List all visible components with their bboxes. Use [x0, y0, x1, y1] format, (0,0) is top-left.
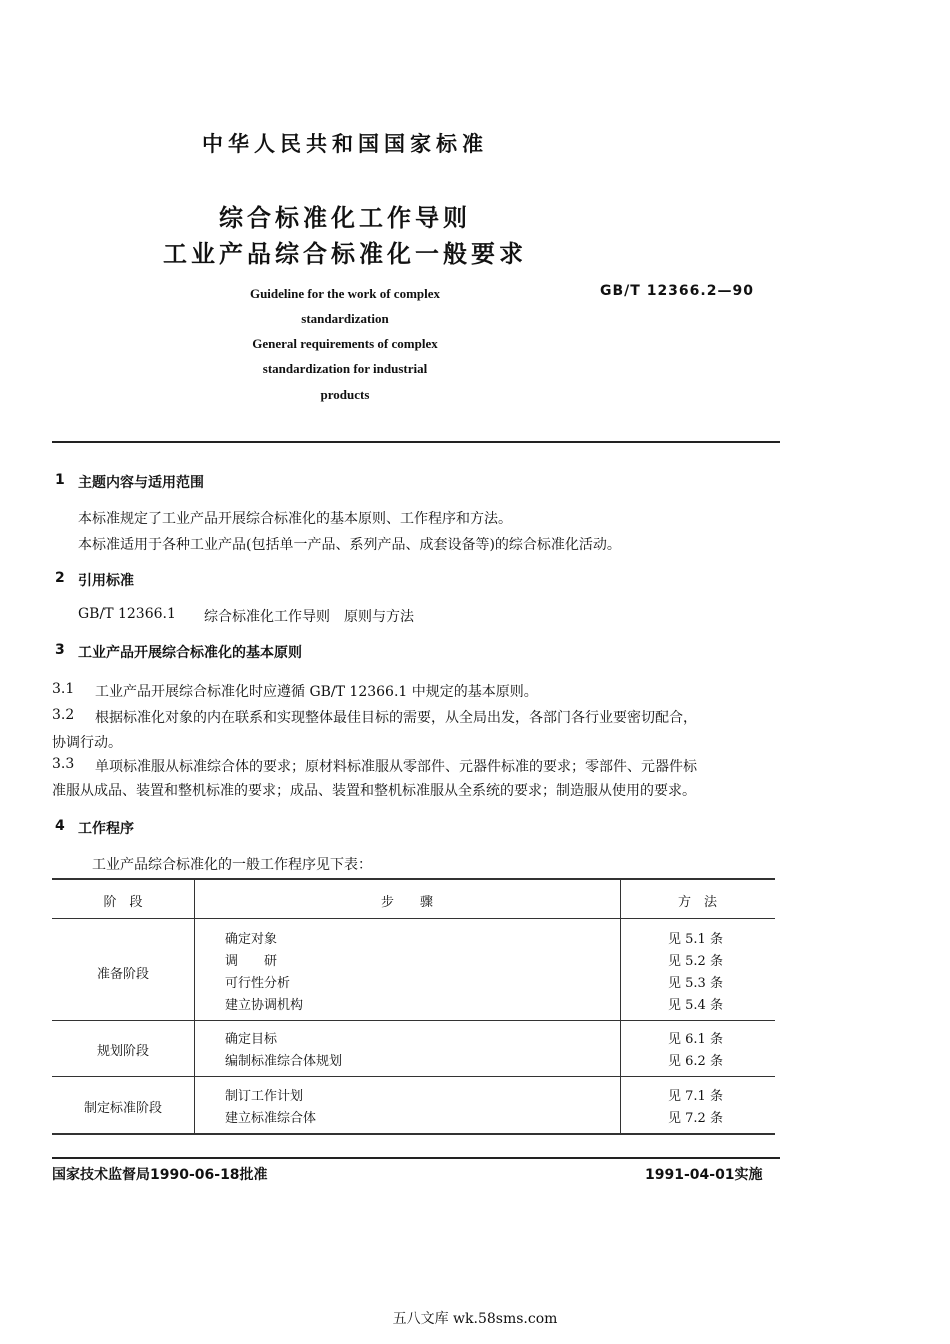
- footer-divider: [52, 1157, 780, 1159]
- table-step-cell: 确定目标: [225, 1032, 278, 1047]
- section-number: 4: [55, 818, 65, 834]
- national-standard-heading: 中华人民共和国国家标准: [202, 132, 488, 156]
- table-stage-cell: 规划阶段: [96, 1044, 149, 1059]
- table-method-cell: 见 5.3 条: [668, 976, 723, 991]
- clause-text: 工业产品开展综合标准化时应遵循 GB/T 12366.1 中规定的基本原则。: [95, 684, 538, 700]
- section-title: 工业产品开展综合标准化的基本原则: [78, 645, 302, 661]
- table-method-cell: 见 5.1 条: [668, 932, 723, 947]
- table-method-cell: 见 6.1 条: [668, 1032, 723, 1047]
- clause-continuation: 协调行动。: [52, 735, 122, 751]
- table-stage-cell: 准备阶段: [96, 967, 149, 982]
- title-line-2: 工业产品综合标准化一般要求: [163, 240, 527, 268]
- english-title-line: Guideline for the work of complex: [249, 286, 441, 301]
- table-row-divider: [52, 1020, 775, 1021]
- table-header-method: 方 法: [677, 895, 717, 910]
- clause-text: 根据标准化对象的内在联系和实现整体最佳目标的需要，从全局出发，各部门各行业要密切配合，: [95, 710, 697, 726]
- table-row-divider: [52, 1076, 775, 1077]
- table-header-steps: 步 骤: [380, 895, 433, 910]
- table-step-cell: 可行性分析: [225, 976, 291, 991]
- clause-number: 3.2: [52, 707, 75, 723]
- paragraph: 本标准适用于各种工业产品(包括单一产品、系列产品、成套设备等)的综合标准化活动。: [78, 537, 621, 553]
- table-stage-cell: 制定标准阶段: [83, 1101, 162, 1116]
- table-border-top: [52, 878, 775, 880]
- reference-code: GB/T 12366.1: [78, 606, 176, 622]
- standard-code: GB/T 12366.2—90: [600, 283, 754, 299]
- site-watermark: 五八文库 wk.58sms.com: [392, 1311, 558, 1327]
- clause-continuation: 准服从成品、装置和整机标准的要求；成品、装置和整机标准服从全系统的要求；制造服从使用的要求。: [52, 783, 696, 799]
- header-divider: [52, 441, 780, 443]
- english-title-line: products: [320, 387, 370, 402]
- table-header-stage: 阶 段: [103, 895, 143, 910]
- table-method-cell: 见 5.4 条: [668, 998, 723, 1013]
- table-step-cell: 建立标准综合体: [225, 1111, 317, 1126]
- section-number: 2: [55, 570, 65, 586]
- table-step-cell: 制订工作计划: [225, 1089, 304, 1104]
- table-border-bottom: [52, 1133, 775, 1135]
- english-title-line: standardization for industrial: [262, 361, 428, 376]
- english-title-line: General requirements of complex: [252, 336, 438, 351]
- clause-number: 3.3: [52, 756, 75, 772]
- approval-date: 国家技术监督局1990-06-18批准: [52, 1167, 268, 1183]
- table-intro: 工业产品综合标准化的一般工作程序见下表：: [92, 857, 372, 873]
- english-title-line: standardization: [301, 311, 389, 326]
- section-number: 3: [55, 642, 65, 658]
- title-line-1: 综合标准化工作导则: [219, 204, 471, 232]
- table-step-cell: 确定对象: [225, 932, 278, 947]
- clause-text: 单项标准服从标准综合体的要求；原材料标准服从零部件、元器件标准的要求；零部件、元器件标: [95, 759, 697, 775]
- section-title: 主题内容与适用范围: [78, 475, 204, 491]
- section-title: 引用标准: [78, 573, 134, 589]
- table-method-cell: 见 6.2 条: [668, 1054, 723, 1069]
- clause-number: 3.1: [52, 681, 75, 697]
- table-step-cell: 建立协调机构: [225, 998, 304, 1013]
- table-step-cell: 调 研: [225, 954, 278, 969]
- table-step-cell: 编制标准综合体规划: [225, 1054, 343, 1069]
- table-column-divider: [620, 879, 621, 1133]
- table-method-cell: 见 7.2 条: [668, 1111, 723, 1126]
- table-header-divider: [52, 918, 775, 919]
- reference-title: 综合标准化工作导则 原则与方法: [204, 609, 414, 625]
- table-column-divider: [194, 879, 195, 1133]
- table-method-cell: 见 7.1 条: [668, 1089, 723, 1104]
- effective-date: 1991-04-01实施: [645, 1167, 763, 1183]
- section-title: 工作程序: [78, 821, 134, 837]
- section-number: 1: [55, 472, 65, 488]
- paragraph: 本标准规定了工业产品开展综合标准化的基本原则、工作程序和方法。: [78, 511, 512, 527]
- table-method-cell: 见 5.2 条: [668, 954, 723, 969]
